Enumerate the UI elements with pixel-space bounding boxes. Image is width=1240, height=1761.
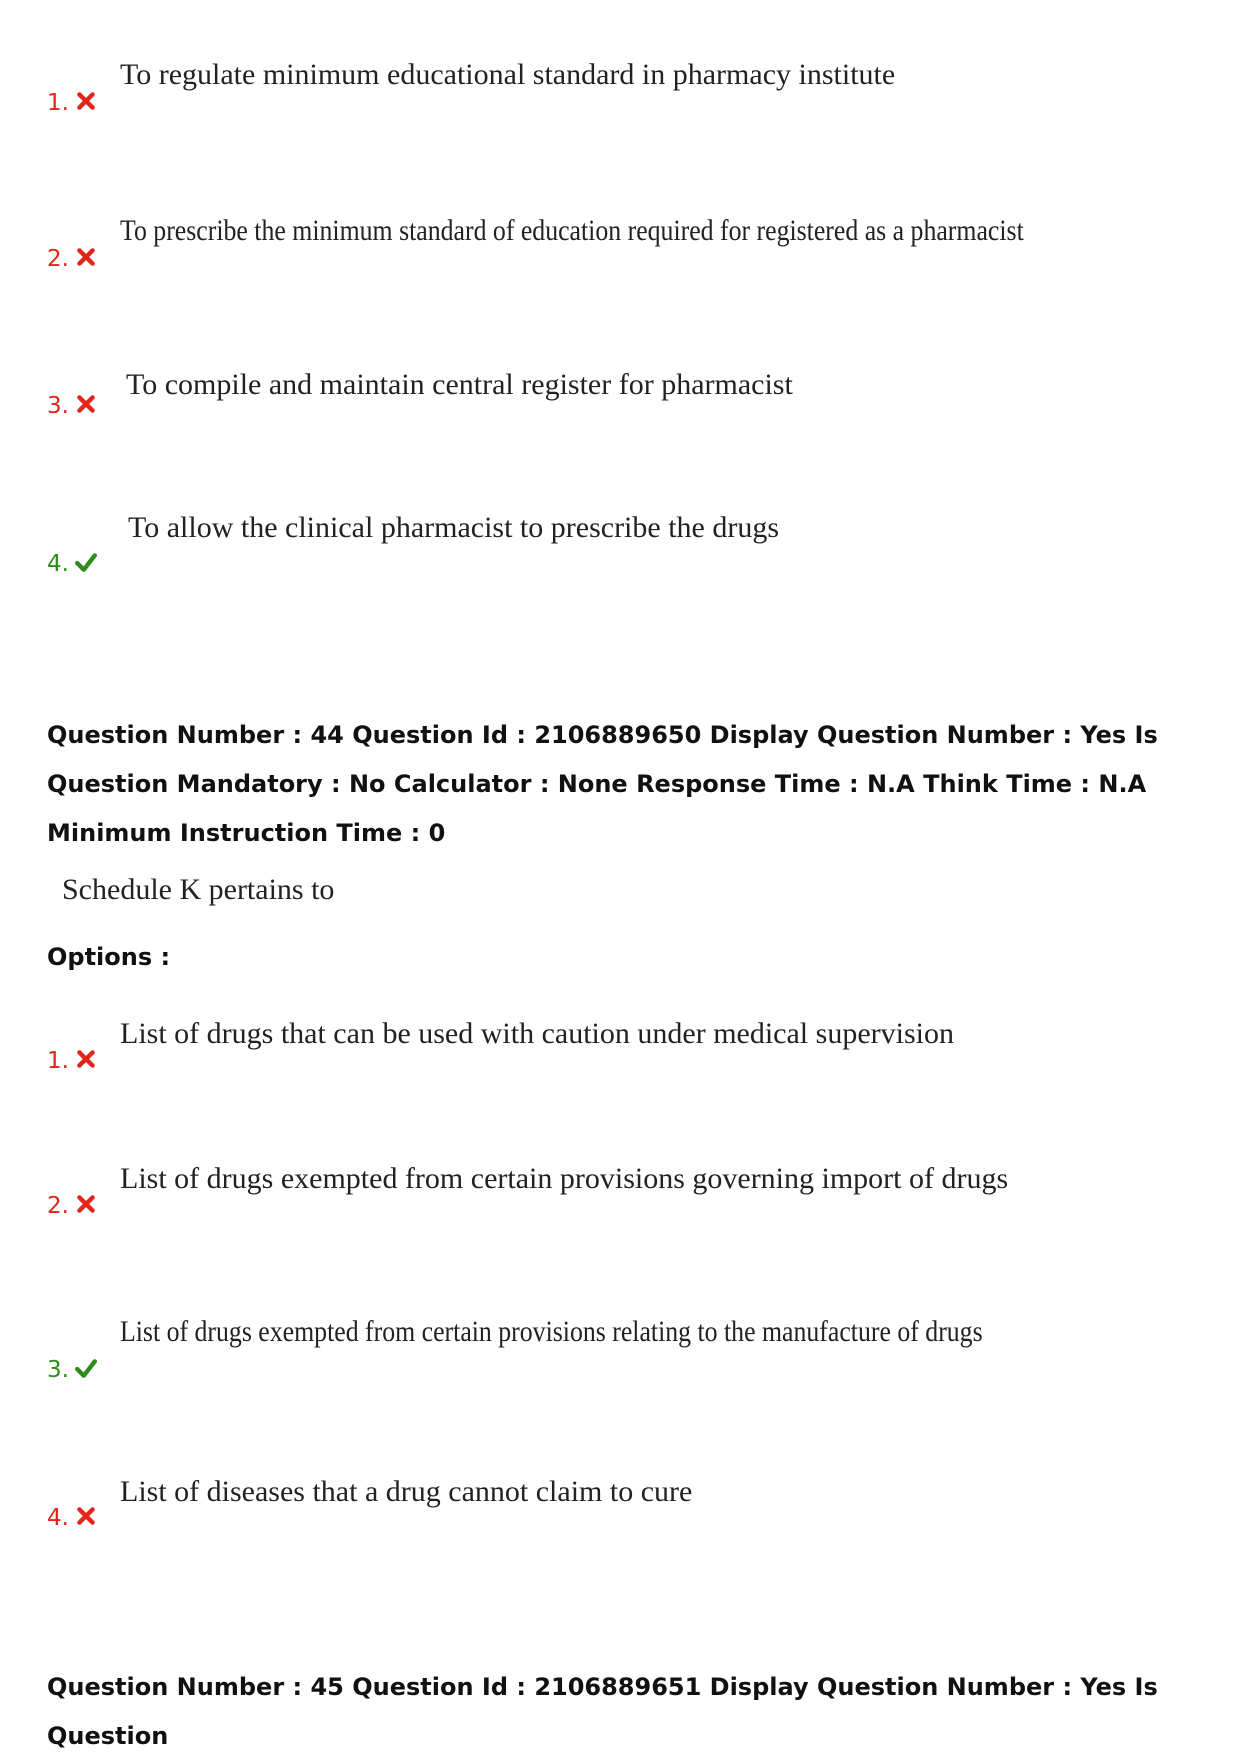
option-text: List of drugs that can be used with caution under medical supervision [120,1017,954,1050]
check-icon [75,551,97,573]
option-number: 4. [47,550,97,578]
options-label: Options : [47,943,171,971]
option-number: 3. [47,392,97,420]
option-number: 3. [47,1356,97,1384]
option-text: To regulate minimum educational standard in pharmacy institute [120,58,896,91]
option-number: 4. [47,1504,97,1532]
question-44-meta: Question Number : 44 Question Id : 2106889650 Display Question Number : Yes Is Question Mandatory : No Calculator : None Response Time : N.A Think Time : N.A Minimum Instruction Time : 0 [47,721,1158,847]
option-text: To allow the clinical pharmacist to prescribe the drugs [128,511,780,544]
cross-icon [75,393,97,415]
option-text: List of drugs exempted from certain provisions relating to the manufacture of drugs [120,1315,983,1348]
cross-icon [75,246,97,268]
option-number: 1. [47,1047,97,1075]
option-number: 2. [47,245,97,273]
option-number: 2. [47,1192,97,1220]
question-44-text: Schedule K pertains to [62,873,335,906]
option-text: To prescribe the minimum standard of education required for registered as a pharmacist [120,214,1024,247]
check-icon [75,1357,97,1379]
question-45-meta: Question Number : 45 Question Id : 2106889651 Display Question Number : Yes Is Question [47,1673,1158,1750]
cross-icon [75,90,97,112]
option-number: 1. [47,89,97,117]
option-text: To compile and maintain central register for pharmacist [126,368,793,401]
option-text: List of drugs exempted from certain provisions governing import of drugs [120,1162,1009,1195]
cross-icon [75,1505,97,1527]
cross-icon [75,1048,97,1070]
option-text: List of diseases that a drug cannot claim to cure [120,1475,693,1508]
cross-icon [75,1193,97,1215]
